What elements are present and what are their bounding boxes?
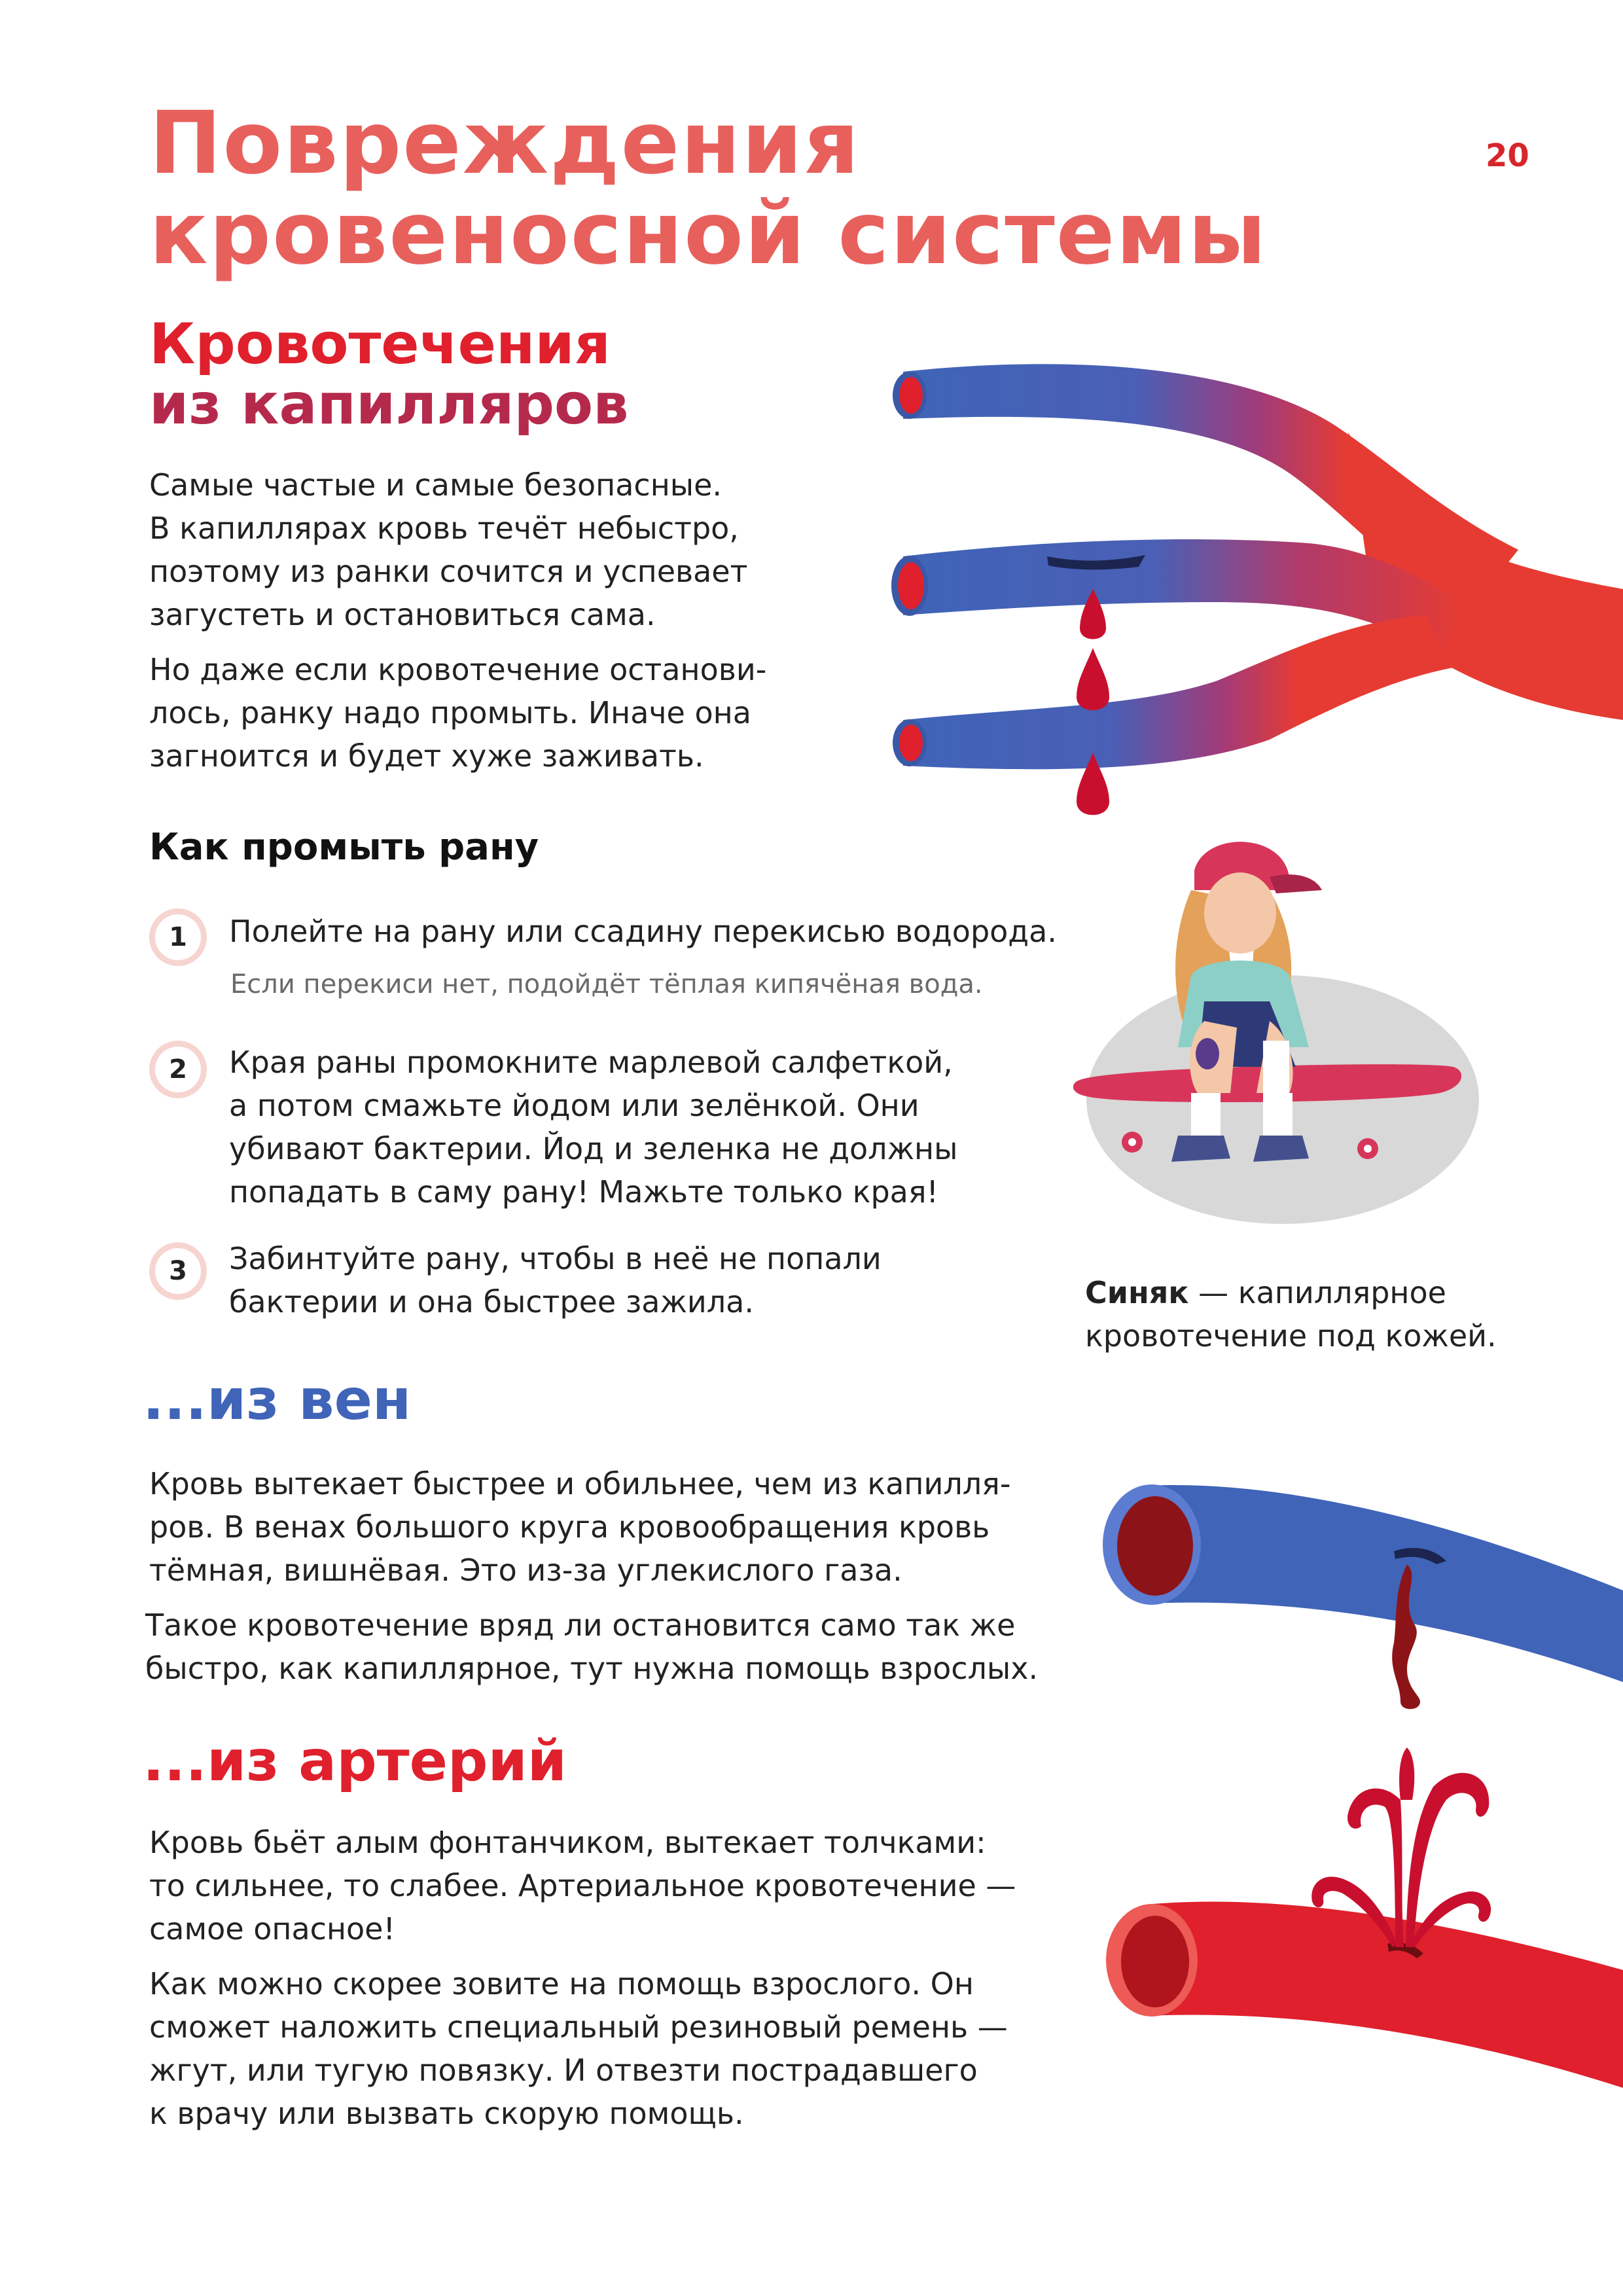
shoe-right bbox=[1253, 1136, 1309, 1162]
shoe-left bbox=[1171, 1136, 1230, 1162]
bandage bbox=[1263, 1041, 1289, 1100]
veins-heading: ...из вен bbox=[143, 1367, 412, 1433]
step-number-2: 2 bbox=[149, 1041, 207, 1098]
text-line: то сильнее, то слабее. Артериальное кровотечение — bbox=[149, 1868, 1016, 1903]
text-line: Полейте на рану или ссадину перекисью водорода. bbox=[229, 914, 1057, 949]
page-number: 20 bbox=[1486, 137, 1529, 174]
text-line: поэтому из ранки сочится и успевает bbox=[149, 554, 748, 589]
veins-paragraph-2 bbox=[145, 1604, 1038, 1690]
text-line: Как можно скорее зовите на помощь взрослого. Он bbox=[149, 1966, 974, 2001]
step-number-3: 3 bbox=[149, 1242, 207, 1300]
capillary-lower-vessel bbox=[903, 615, 1453, 769]
capillaries-paragraph-1 bbox=[149, 463, 747, 636]
text-line: бактерии и она быстрее зажила. bbox=[229, 1284, 754, 1319]
capillaries-heading-line-2: из капилляров bbox=[149, 372, 629, 437]
text-line: жгут, или тугую повязку. И отвезти пострадавшего bbox=[149, 2053, 978, 2088]
bruise-caption-rest: — капиллярное bbox=[1188, 1275, 1446, 1310]
girl-skateboard-illustration bbox=[1073, 805, 1492, 1230]
text-line: быстро, как капиллярное, тут нужна помощь взрослых. bbox=[145, 1651, 1039, 1686]
capillaries-heading bbox=[149, 314, 869, 435]
text-line: Самые частые и самые безопасные. bbox=[149, 467, 722, 503]
text-line: загустеть и остановиться сама. bbox=[149, 597, 656, 632]
text-line: Кровь бьёт алым фонтанчиком, вытекает толчками: bbox=[149, 1825, 986, 1860]
text-line: тёмная, вишнёвая. Это из-за углекислого газа. bbox=[149, 1552, 902, 1588]
step-number-1: 1 bbox=[149, 908, 207, 966]
face bbox=[1204, 872, 1276, 954]
veins-paragraph-1 bbox=[149, 1462, 1010, 1592]
arteries-paragraph-2 bbox=[149, 1962, 1008, 2135]
text-line: сможет наложить специальный резиновый ремень — bbox=[149, 2009, 1008, 2045]
text-line: В капиллярах кровь течёт небыстро, bbox=[149, 511, 739, 546]
step-2-text bbox=[229, 1041, 957, 1213]
text-line: Забинтуйте рану, чтобы в неё не попали bbox=[229, 1241, 882, 1276]
text-line: ров. В венах большого круга кровообращения кровь bbox=[149, 1509, 990, 1545]
text-line: попадать в саму рану! Мажьте только края! bbox=[229, 1174, 938, 1210]
arteries-heading: ...из артерий bbox=[143, 1729, 567, 1794]
capillaries-heading-line-1: Кровотечения bbox=[149, 312, 611, 377]
blood-drop bbox=[1077, 648, 1109, 710]
step-1-text bbox=[229, 910, 1057, 953]
step-3-text bbox=[229, 1237, 882, 1323]
text-line: самое опасное! bbox=[149, 1911, 395, 1946]
artery-fountain-illustration bbox=[1093, 1748, 1623, 2114]
text-line: загноится и будет хуже заживать. bbox=[149, 738, 704, 774]
vein-wound-illustration bbox=[1093, 1473, 1623, 1721]
vein-body bbox=[1145, 1485, 1623, 1682]
text-line: а потом смажьте йодом или зелёнкой. Они bbox=[229, 1088, 919, 1123]
page-title-line-1: Повреждения bbox=[149, 93, 861, 194]
text-line: Кровь вытекает быстрее и обильнее, чем из капилля- bbox=[149, 1466, 1011, 1501]
step-1-note: Если перекиси нет, подойдёт тёплая кипячёная вода. bbox=[230, 969, 983, 999]
arteries-paragraph-1 bbox=[149, 1821, 1016, 1950]
page-title bbox=[149, 93, 1393, 284]
text-line: Но даже если кровотечение останови- bbox=[149, 652, 767, 687]
text-line: Края раны промокните марлевой салфеткой, bbox=[229, 1045, 953, 1080]
text-line: убивают бактерии. Йод и зеленка не должны bbox=[229, 1131, 958, 1166]
bruise-term: Синяк bbox=[1085, 1275, 1189, 1310]
text-line: Такое кровотечение вряд ли остановится само так же bbox=[145, 1607, 1016, 1643]
page-title-line-2: кровеносной системы bbox=[149, 183, 1268, 284]
capillary-illustration bbox=[877, 340, 1623, 838]
bruise bbox=[1196, 1038, 1219, 1069]
text-line: к врачу или вызвать скорую помощь. bbox=[149, 2096, 744, 2131]
bruise-caption bbox=[1085, 1271, 1543, 1357]
text-line: лось, ранку надо промыть. Иначе она bbox=[149, 695, 751, 730]
wash-heading: Как промыть рану bbox=[149, 826, 539, 869]
bruise-caption-line-2: кровотечение под кожей. bbox=[1085, 1318, 1497, 1354]
capillaries-paragraph-2 bbox=[149, 648, 766, 778]
